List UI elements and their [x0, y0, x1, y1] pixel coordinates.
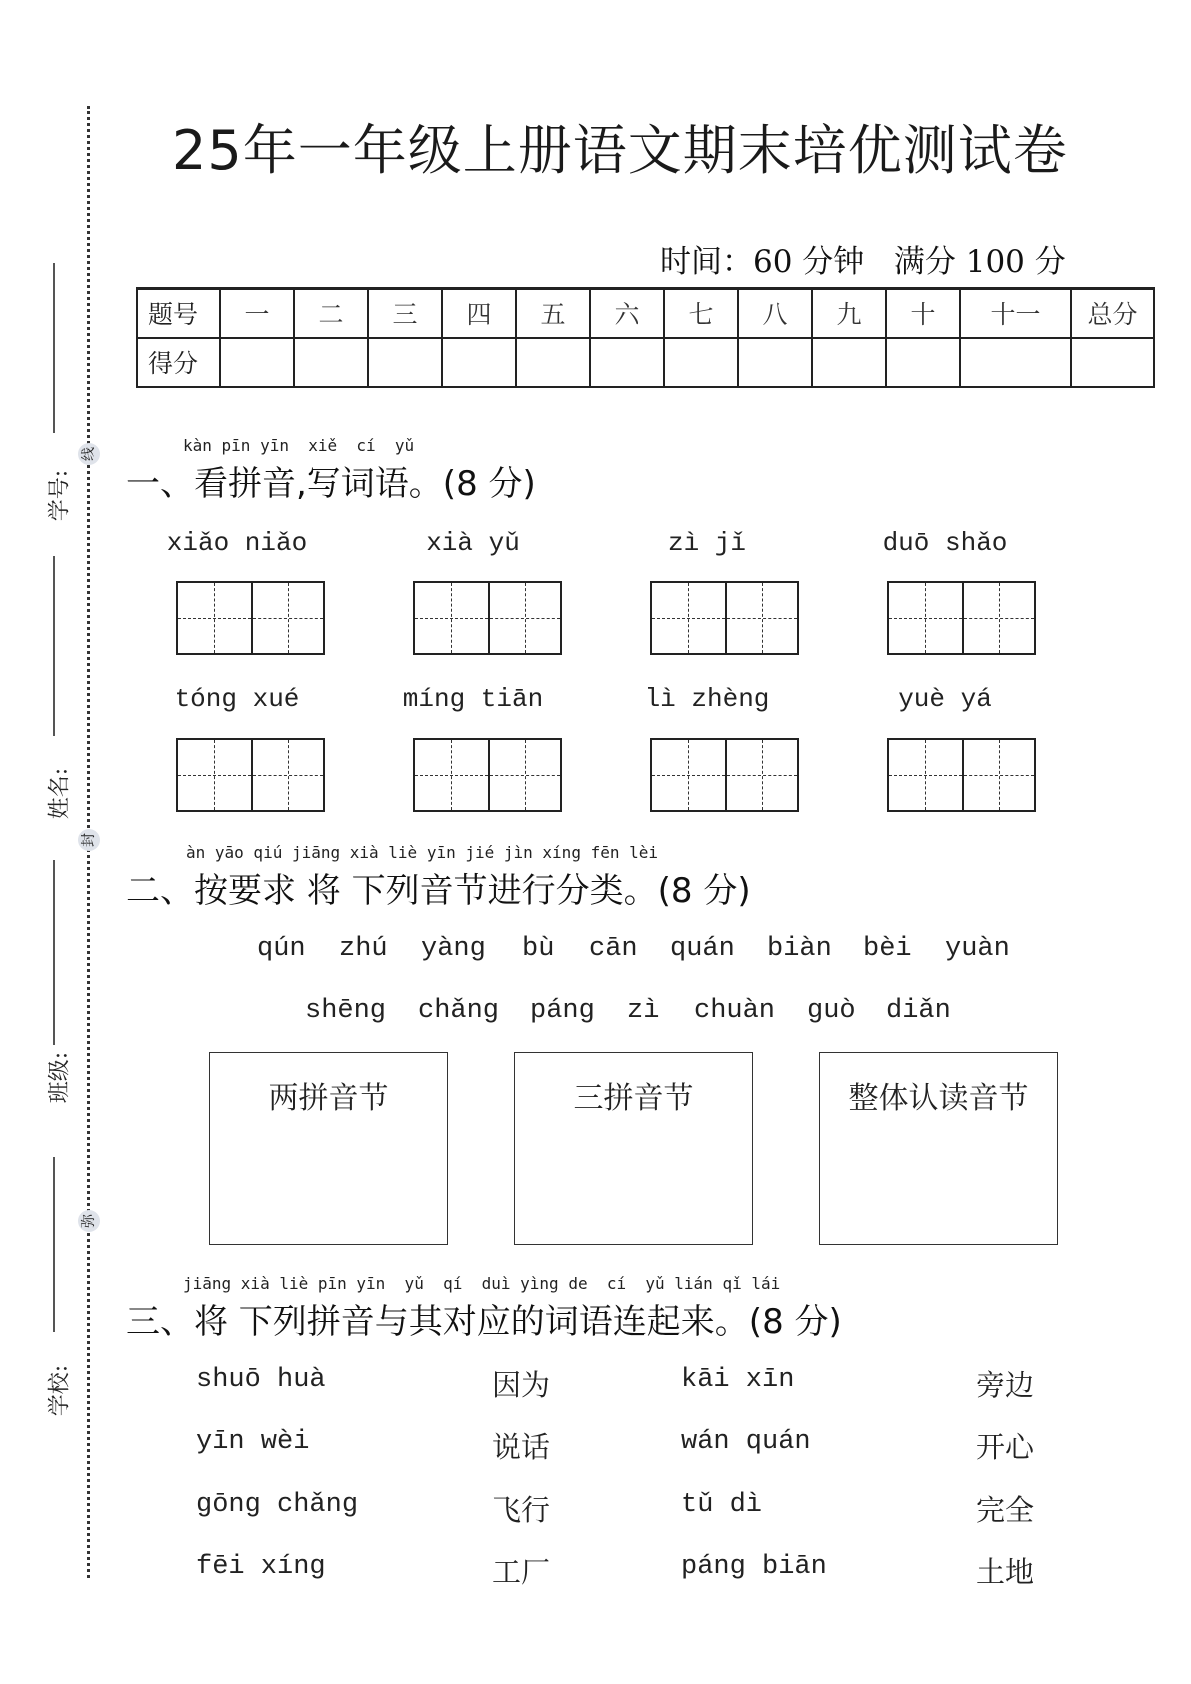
pinyin-prompt: duō shǎo	[882, 528, 1008, 558]
col-header: 二	[294, 289, 368, 338]
binding-mark-xian: 线	[78, 443, 100, 465]
col-header: 总分	[1071, 289, 1154, 338]
student-name-label: 姓名:	[47, 767, 73, 820]
syllable: shēng	[305, 996, 387, 1026]
category-box-three-part[interactable]	[514, 1052, 753, 1245]
col-header: 四	[442, 289, 516, 338]
col-header: 十一	[960, 289, 1071, 338]
syllable: yàng	[421, 934, 486, 964]
match-pinyin-left[interactable]: yīn wèi	[196, 1427, 310, 1457]
match-word-right[interactable]: 完全	[976, 1493, 1035, 1527]
col-header: 十	[886, 289, 960, 338]
score-cell[interactable]	[442, 338, 516, 387]
writing-grid[interactable]	[413, 738, 562, 812]
school-label: 学校:	[47, 1364, 73, 1417]
syllable: yuàn	[945, 934, 1010, 964]
syllable: páng	[530, 996, 595, 1026]
section-2-ruby: àn yāo qiú jiāng xià liè yīn jié jìn xíng fēn lèi	[186, 843, 659, 862]
score-cell[interactable]	[516, 338, 590, 387]
full-score: 满分 100 分	[893, 244, 1066, 280]
match-word-right[interactable]: 土地	[976, 1555, 1035, 1589]
match-pinyin-right[interactable]: kāi xīn	[681, 1365, 795, 1395]
student-name-underline[interactable]	[53, 860, 55, 1045]
score-cell[interactable]	[960, 338, 1071, 387]
student-name-underline-top	[53, 556, 55, 736]
match-word-right[interactable]: 旁边	[976, 1368, 1035, 1402]
category-box-whole-syllable[interactable]	[819, 1052, 1058, 1245]
exam-meta	[660, 236, 1066, 281]
writing-grid[interactable]	[650, 738, 799, 812]
question-number-label: 题号	[137, 289, 220, 338]
syllable: cān	[589, 934, 638, 964]
category-label: 两拼音节	[268, 1081, 389, 1116]
match-word-left[interactable]: 因为	[492, 1368, 551, 1402]
binding-mark-mi: 弥	[78, 1210, 100, 1232]
match-pinyin-right[interactable]: wán quán	[681, 1427, 811, 1457]
pinyin-prompt: zì jǐ	[667, 528, 746, 558]
class-underline[interactable]	[53, 1157, 55, 1332]
section-1-title: 一、看拼音,写词语。(8 分)	[126, 464, 536, 504]
syllable: zhú	[339, 934, 388, 964]
category-label: 整体认读音节	[848, 1081, 1029, 1116]
col-header: 三	[368, 289, 442, 338]
binding-mark-feng: 封	[78, 829, 100, 851]
score-cell[interactable]	[812, 338, 886, 387]
score-label: 得分	[137, 338, 220, 387]
syllable: quán	[670, 934, 735, 964]
pinyin-prompt: míng tiān	[402, 684, 544, 714]
section-3-title: 三、将 下列拼音与其对应的词语连起来。(8 分)	[126, 1302, 842, 1342]
match-word-left[interactable]: 说话	[492, 1430, 551, 1464]
syllable: chǎng	[418, 996, 500, 1026]
pinyin-prompt: yuè yá	[898, 684, 992, 714]
section-1-ruby: kàn pīn yīn xiě cí yǔ	[183, 436, 415, 455]
page-title: 25年一年级上册语文期末培优测试卷	[172, 119, 1068, 182]
score-cell[interactable]	[368, 338, 442, 387]
pinyin-prompt: lì zhèng	[644, 684, 770, 714]
syllable: bèi	[863, 934, 912, 964]
section-2-title: 二、按要求 将 下列音节进行分类。(8 分)	[126, 871, 751, 911]
col-header: 六	[590, 289, 664, 338]
pinyin-prompt: xiǎo niǎo	[166, 528, 308, 558]
student-id-label: 学号:	[47, 469, 73, 522]
writing-grid[interactable]	[887, 738, 1036, 812]
student-id-underline[interactable]	[53, 263, 55, 433]
score-cell[interactable]	[664, 338, 738, 387]
match-pinyin-right[interactable]: tǔ dì	[681, 1490, 763, 1520]
score-cell[interactable]	[886, 338, 960, 387]
syllable: zì	[627, 996, 660, 1026]
writing-grid[interactable]	[176, 581, 325, 655]
col-header: 七	[664, 289, 738, 338]
score-table-header-row	[137, 289, 1154, 338]
score-cell[interactable]	[590, 338, 664, 387]
writing-grid[interactable]	[413, 581, 562, 655]
category-box-two-part[interactable]	[209, 1052, 448, 1245]
score-table-score-row	[137, 338, 1154, 387]
score-table	[136, 287, 1155, 388]
class-label: 班级:	[47, 1051, 73, 1104]
col-header: 八	[738, 289, 812, 338]
match-word-left[interactable]: 工厂	[492, 1555, 551, 1589]
col-header: 九	[812, 289, 886, 338]
syllable: guò	[807, 996, 856, 1026]
match-word-left[interactable]: 飞行	[492, 1493, 551, 1527]
writing-grid[interactable]	[176, 738, 325, 812]
writing-grid[interactable]	[650, 581, 799, 655]
syllable: biàn	[767, 934, 832, 964]
score-cell[interactable]	[220, 338, 294, 387]
match-word-right[interactable]: 开心	[976, 1430, 1035, 1464]
match-pinyin-left[interactable]: gōng chǎng	[196, 1490, 359, 1520]
match-pinyin-left[interactable]: fēi xíng	[196, 1552, 326, 1582]
syllable: bù	[522, 934, 555, 964]
col-header: 一	[220, 289, 294, 338]
match-pinyin-left[interactable]: shuō huà	[196, 1365, 326, 1395]
syllable: chuàn	[694, 996, 776, 1026]
category-label: 三拼音节	[573, 1081, 694, 1116]
syllable: qún	[257, 934, 306, 964]
syllable-row-1	[257, 934, 1010, 964]
total-score-cell[interactable]	[1071, 338, 1154, 387]
col-header: 五	[516, 289, 590, 338]
score-cell[interactable]	[738, 338, 812, 387]
section-3-ruby: jiāng xià liè pīn yīn yǔ qí duì yìng de cí yǔ lián qǐ lái	[183, 1274, 781, 1293]
syllable-row-2	[305, 996, 951, 1026]
writing-grid[interactable]	[887, 581, 1036, 655]
score-cell[interactable]	[294, 338, 368, 387]
time-limit: 时间：60 分钟	[660, 244, 865, 280]
syllable: diǎn	[886, 996, 951, 1026]
match-pinyin-right[interactable]: páng biān	[681, 1552, 827, 1582]
pinyin-prompt: tóng xué	[174, 684, 300, 714]
pinyin-prompt: xià yǔ	[426, 528, 520, 558]
